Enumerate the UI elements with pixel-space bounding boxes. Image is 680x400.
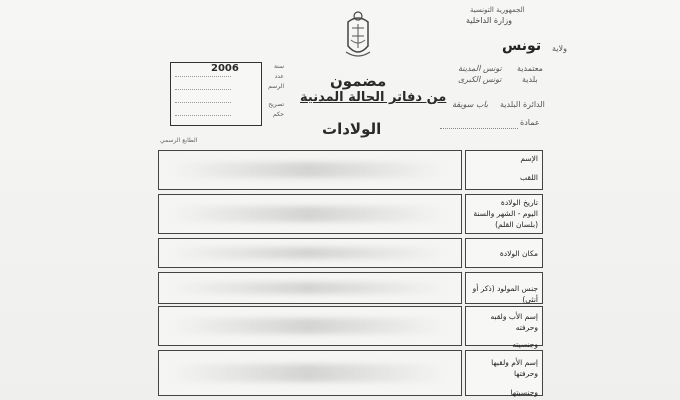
year-value: 2006 [211,63,239,74]
district-value: باب سويقة [452,100,489,109]
wilaya-value: تونس [502,38,542,54]
form-row-value [158,238,462,268]
municipality-label: بلدية [522,75,538,84]
form-row-birth-date [158,194,543,234]
document-title-extract: مضمون [330,72,387,90]
wilaya-label: ولاية [552,44,567,53]
document-title-births: الولادات [322,120,382,138]
form-row-label: مكان الولادة [465,238,543,268]
imada-label: عمادة [520,118,540,127]
municipality-value: تونس الكبرى [458,75,502,84]
info-label-judgment: حكم [272,111,284,118]
form-row-label: إسم الأم ولقبها وحرفتها وجنسيتها [465,350,543,396]
stamp-label: الطابع الرسمي [160,137,198,144]
republic-header: الجمهورية التونسية [470,6,525,14]
form-row-label: الإسم اللقب [465,150,543,190]
form-row-mother [158,350,543,396]
form-row-value [158,194,462,234]
district-label: الدائرة البلدية [500,100,545,109]
form-row-name [158,150,543,190]
form-row-value [158,272,462,304]
delegation-value: تونس المدينة [458,64,502,73]
info-label-year: سنة [273,63,284,70]
form-row-father [158,306,543,349]
info-label-record-number: عدد الرسم [268,73,284,90]
imada-line [440,128,518,129]
delegation-label: معتمدية [517,64,543,73]
form-row-label: تاريخ الولادة اليوم - الشهر والسنة (بلسان القلم) [465,194,543,234]
form-row-value [158,306,462,346]
ministry-header: وزارة الداخلية [466,16,512,25]
registration-info-box [170,62,262,126]
form-row-label: إسم الأب ولقبه وحرفته وجنسيته [465,306,543,346]
form-row-label: جنس المولود (ذكر أو أنثى) [465,272,543,304]
form-row-birth-place [158,238,543,268]
info-box-labels [262,62,284,120]
info-label-declaration: تصريح [268,101,284,108]
tunisia-coat-of-arms-icon [338,8,378,64]
document-title-registers: من دفاتر الحالة المدنية [300,90,447,105]
form-row-value [158,150,462,190]
form-row-value [158,350,462,396]
form-row-sex [158,272,543,304]
